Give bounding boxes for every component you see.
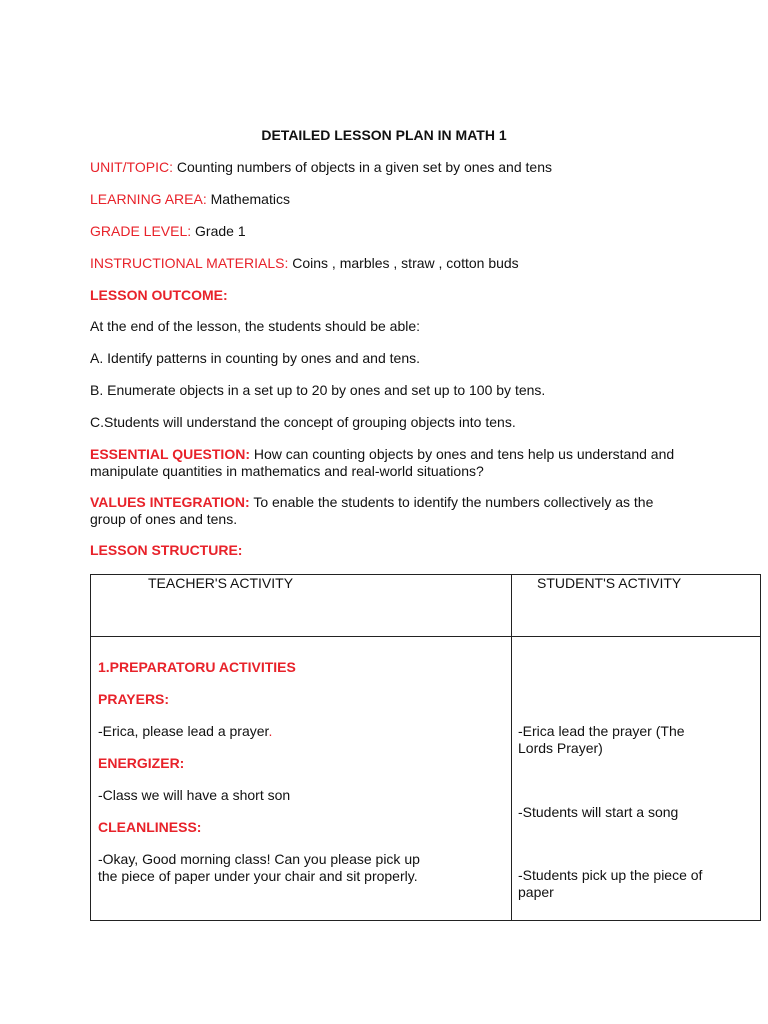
essential-question [90,446,680,480]
grade-level-label: GRADE LEVEL: [90,223,192,239]
essential-question-value: How can counting objects by ones and tens help us understand and manipulate quantities in mathematics and real-world situations? [90,446,675,479]
prayers-text [98,723,443,740]
materials-label: INSTRUCTIONAL MATERIALS: [90,255,289,271]
grade-level-value: Grade 1 [195,223,246,239]
materials-value: Coins , marbles , straw , cotton buds [292,255,519,271]
cleanliness-label: CLEANLINESS: [98,819,202,835]
energizer-text: -Class we will have a short son [98,787,291,803]
preparatory-activities-heading: 1.PREPARATORU ACTIVITIES [98,659,296,675]
unit-topic-line [90,159,690,176]
lesson-outcome-label: LESSON OUTCOME: [90,287,228,303]
lesson-outcome-intro: At the end of the lesson, the students should be able: [90,318,421,334]
prayers-instruction: -Erica, please lead a prayer [98,723,269,739]
unit-topic-value: Counting numbers of objects in a given set by ones and tens [176,159,552,175]
outcome-item: C.Students will understand the concept of grouping objects into tens. [90,414,516,430]
student-prayer-text: -Erica lead the prayer (The Lords Prayer) [518,723,685,756]
student-activity-cell [512,637,761,921]
prayers-label: PRAYERS: [98,691,170,707]
student-song-text: -Students will start a song [518,804,679,820]
essential-question-label: ESSENTIAL QUESTION: [90,446,250,462]
student-paper-text: -Students pick up the piece of paper [518,867,703,900]
unit-topic-label: UNIT/TOPIC: [90,159,173,175]
table-row [91,637,761,921]
learning-area-line [90,191,690,208]
lesson-structure-label: LESSON STRUCTURE: [90,542,243,558]
learning-area-label: LEARNING AREA: [90,191,207,207]
cleanliness-text: -Okay, Good morning class! Can you please pick up the piece of paper under your chair and sit properly. [98,851,420,884]
lesson-structure-table [90,574,761,921]
teacher-activity-header: TEACHER'S ACTIVITY [91,575,512,637]
document-title: DETAILED LESSON PLAN IN MATH 1 [261,127,507,143]
outcome-item: A. Identify patterns in counting by ones and and tens. [90,350,420,366]
materials-line [90,255,690,272]
energizer-label: ENERGIZER: [98,755,185,771]
values-integration-label: VALUES INTEGRATION: [90,494,250,510]
values-integration-value: To enable the students to identify the numbers collectively as the group of ones and tens. [90,494,654,527]
teacher-activity-cell [91,637,512,921]
prayers-dot: . [268,723,273,739]
table-header-row [91,575,761,637]
grade-level-line [90,223,690,240]
student-activity-header: STUDENT'S ACTIVITY [512,575,761,637]
values-integration [90,494,680,528]
outcome-item: B. Enumerate objects in a set up to 20 by ones and set up to 100 by tens. [90,382,546,398]
learning-area-value: Mathematics [210,191,290,207]
